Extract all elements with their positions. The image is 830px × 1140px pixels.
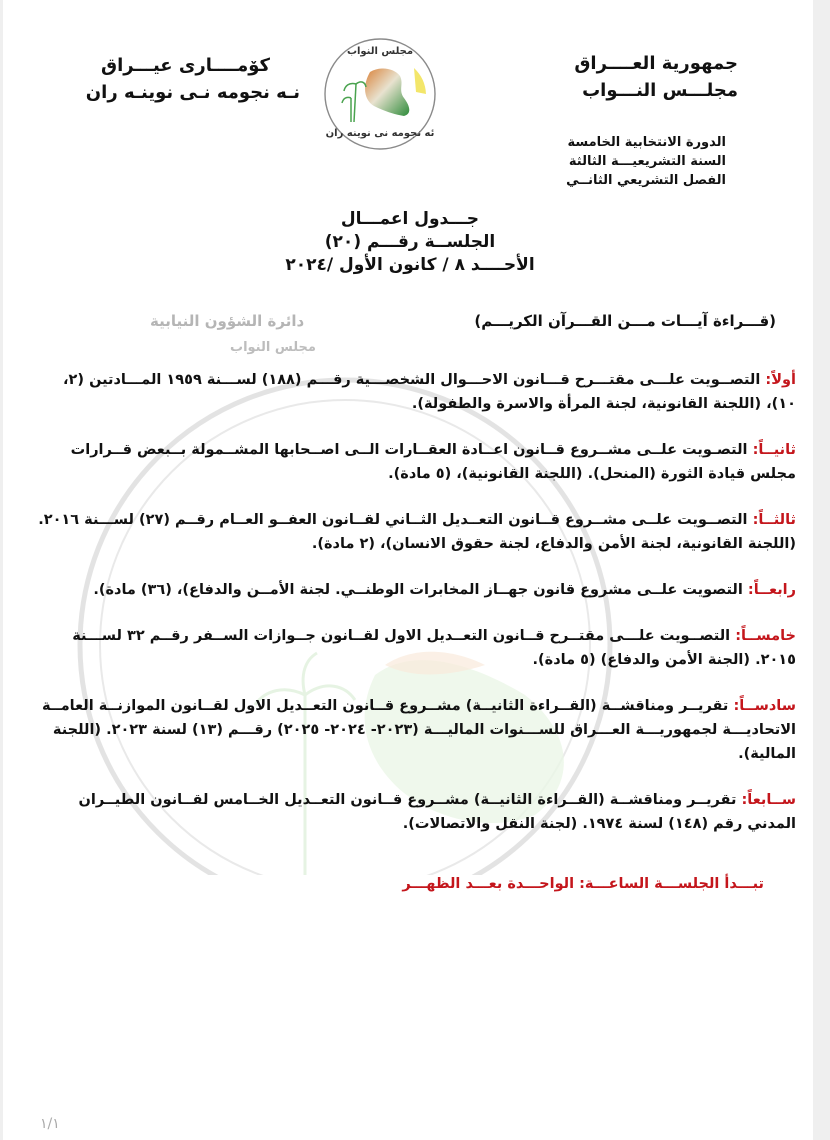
council-name-kurdish: نـه نجومه نـى نوينـه ران: [85, 82, 300, 103]
scan-edge-left: [0, 0, 3, 1140]
agenda-item: [34, 788, 796, 836]
agenda-item-text: التصــويت علـــى مقتـــرح قـــانون الاحـــوال الشخصـــية رقـــم (١٨٨) لســـنة ١٩٥٩ المـــادتين (٢، ١٠)، (اللجنة القانونية، لجنة المرأة والاسرة والطفولة).: [63, 372, 796, 412]
opening-quran-reading: (قـــراءة آيـــات مـــن القـــرآن الكريـــم): [474, 312, 776, 330]
scan-edge-right: [813, 0, 830, 1140]
council-name-arabic: مجلـــس النـــواب: [582, 80, 738, 101]
logo-bottom-text: ئه نجومه نى نوينه ران: [325, 128, 435, 139]
session-date: الأحــــد ٨ / كانون الأول /٢٠٢٤: [285, 255, 535, 275]
agenda-items: [34, 368, 796, 892]
agenda-title: [200, 208, 620, 277]
logo-top-text: مجلس النواب: [346, 46, 414, 57]
agenda-item-label: ثالثــاً:: [752, 512, 796, 528]
country-name-kurdish: كۆمــــارى عيـــراق: [101, 55, 270, 76]
stamp-inner-text: مجلس النواب: [230, 340, 316, 355]
agenda-item-text: تقريــر ومناقشــة (القــراءة الثانيــة) مشــروع قــانون التعــديل الخــامس لقــانون الطيــران المدني رقم (١٤٨) لسنة ١٩٧٤. (لجنة النقل والاتصالات).: [78, 792, 796, 832]
session-number: الجلســة رقـــم (٢٠): [324, 232, 496, 252]
agenda-item-text: التصـويت علــى مشــروع قــانون اعــادة العقــارات الــى اصــحابها المشــمولة بــبعض قــرارات مجلس قيادة الثورة (المنحل). (اللجنة القانونية)، (٥ مادة).: [70, 442, 796, 482]
session-start-time: تبـــدأ الجلســـة الساعـــة: الواحـــدة بعـــد الظهـــر: [402, 876, 764, 892]
agenda-item: [34, 694, 796, 766]
agenda-item-label: سادســاً:: [733, 698, 796, 714]
agenda-item: [34, 624, 796, 672]
header-arabic: [488, 50, 738, 104]
session-info: [486, 133, 726, 190]
agenda-item-text: التصويت علــى مشروع قانون جهــاز المخابرات الوطنــي. لجنة الأمــن والدفاع)، (٣٦) مادة).: [93, 582, 743, 598]
agenda-item: [34, 368, 796, 416]
stamp-outer-text: دائرة الشؤون النيابية: [150, 312, 305, 330]
page-number: ١/١: [40, 1116, 60, 1132]
agenda-heading: جـــدول اعمـــال: [340, 209, 480, 229]
agenda-item-label: رابعــاً:: [747, 582, 796, 598]
header-kurdish: [50, 52, 300, 106]
agenda-item-label: ســابعاً:: [741, 792, 796, 808]
agenda-item-label: ثانيــاً:: [752, 442, 796, 458]
session-info-line: الدورة الانتخابية الخامسة: [567, 135, 726, 150]
agenda-item-text: التصــويت علـــى مقتــرح قــانون التعــديل الاول لقــانون جــوازات الســفر رقــم ٣٢ لســـنة ٢٠١٥. (الجنة الأمن والدفاع) (٥ مادة).: [72, 628, 796, 668]
agenda-item-text: التصــويت علــى مشــروع قــانون التعــديل الثــاني لقــانون العفــو العــام رقــم (٢٧) لســـنة ٢٠١٦. (اللجنة القانونية، لجنة الأمن والدفاع، لجنة حقوق الانسان)، (٢ مادة).: [38, 512, 796, 552]
agenda-item: [34, 508, 796, 556]
parliament-logo: [322, 36, 438, 152]
agenda-item-text: تقريــر ومناقشــة (القــراءة الثانيــة) مشــروع قــانون التعــديل الاول لقــانون الموازنــة العامــة الاتحاديـــة لجمهوريـــة العـــراق للســـنوات الماليـــة (٢٠٢٣- ٢٠٢٤- ٢٠٢٥) رقـــم (١٣) لسنة ٢٠٢٣. (اللجنة المالية).: [42, 698, 796, 762]
agenda-item-label: أولاً:: [765, 372, 796, 388]
agenda-item: [34, 438, 796, 486]
country-name-arabic: جمهورية العــــراق: [574, 53, 738, 74]
agenda-item-label: خامســاً:: [735, 628, 796, 644]
session-info-line: السنة التشريعيـــة الثالثة: [568, 154, 726, 169]
session-info-line: الفصل التشريعي الثانــي: [566, 173, 726, 188]
agenda-item: [34, 578, 796, 602]
